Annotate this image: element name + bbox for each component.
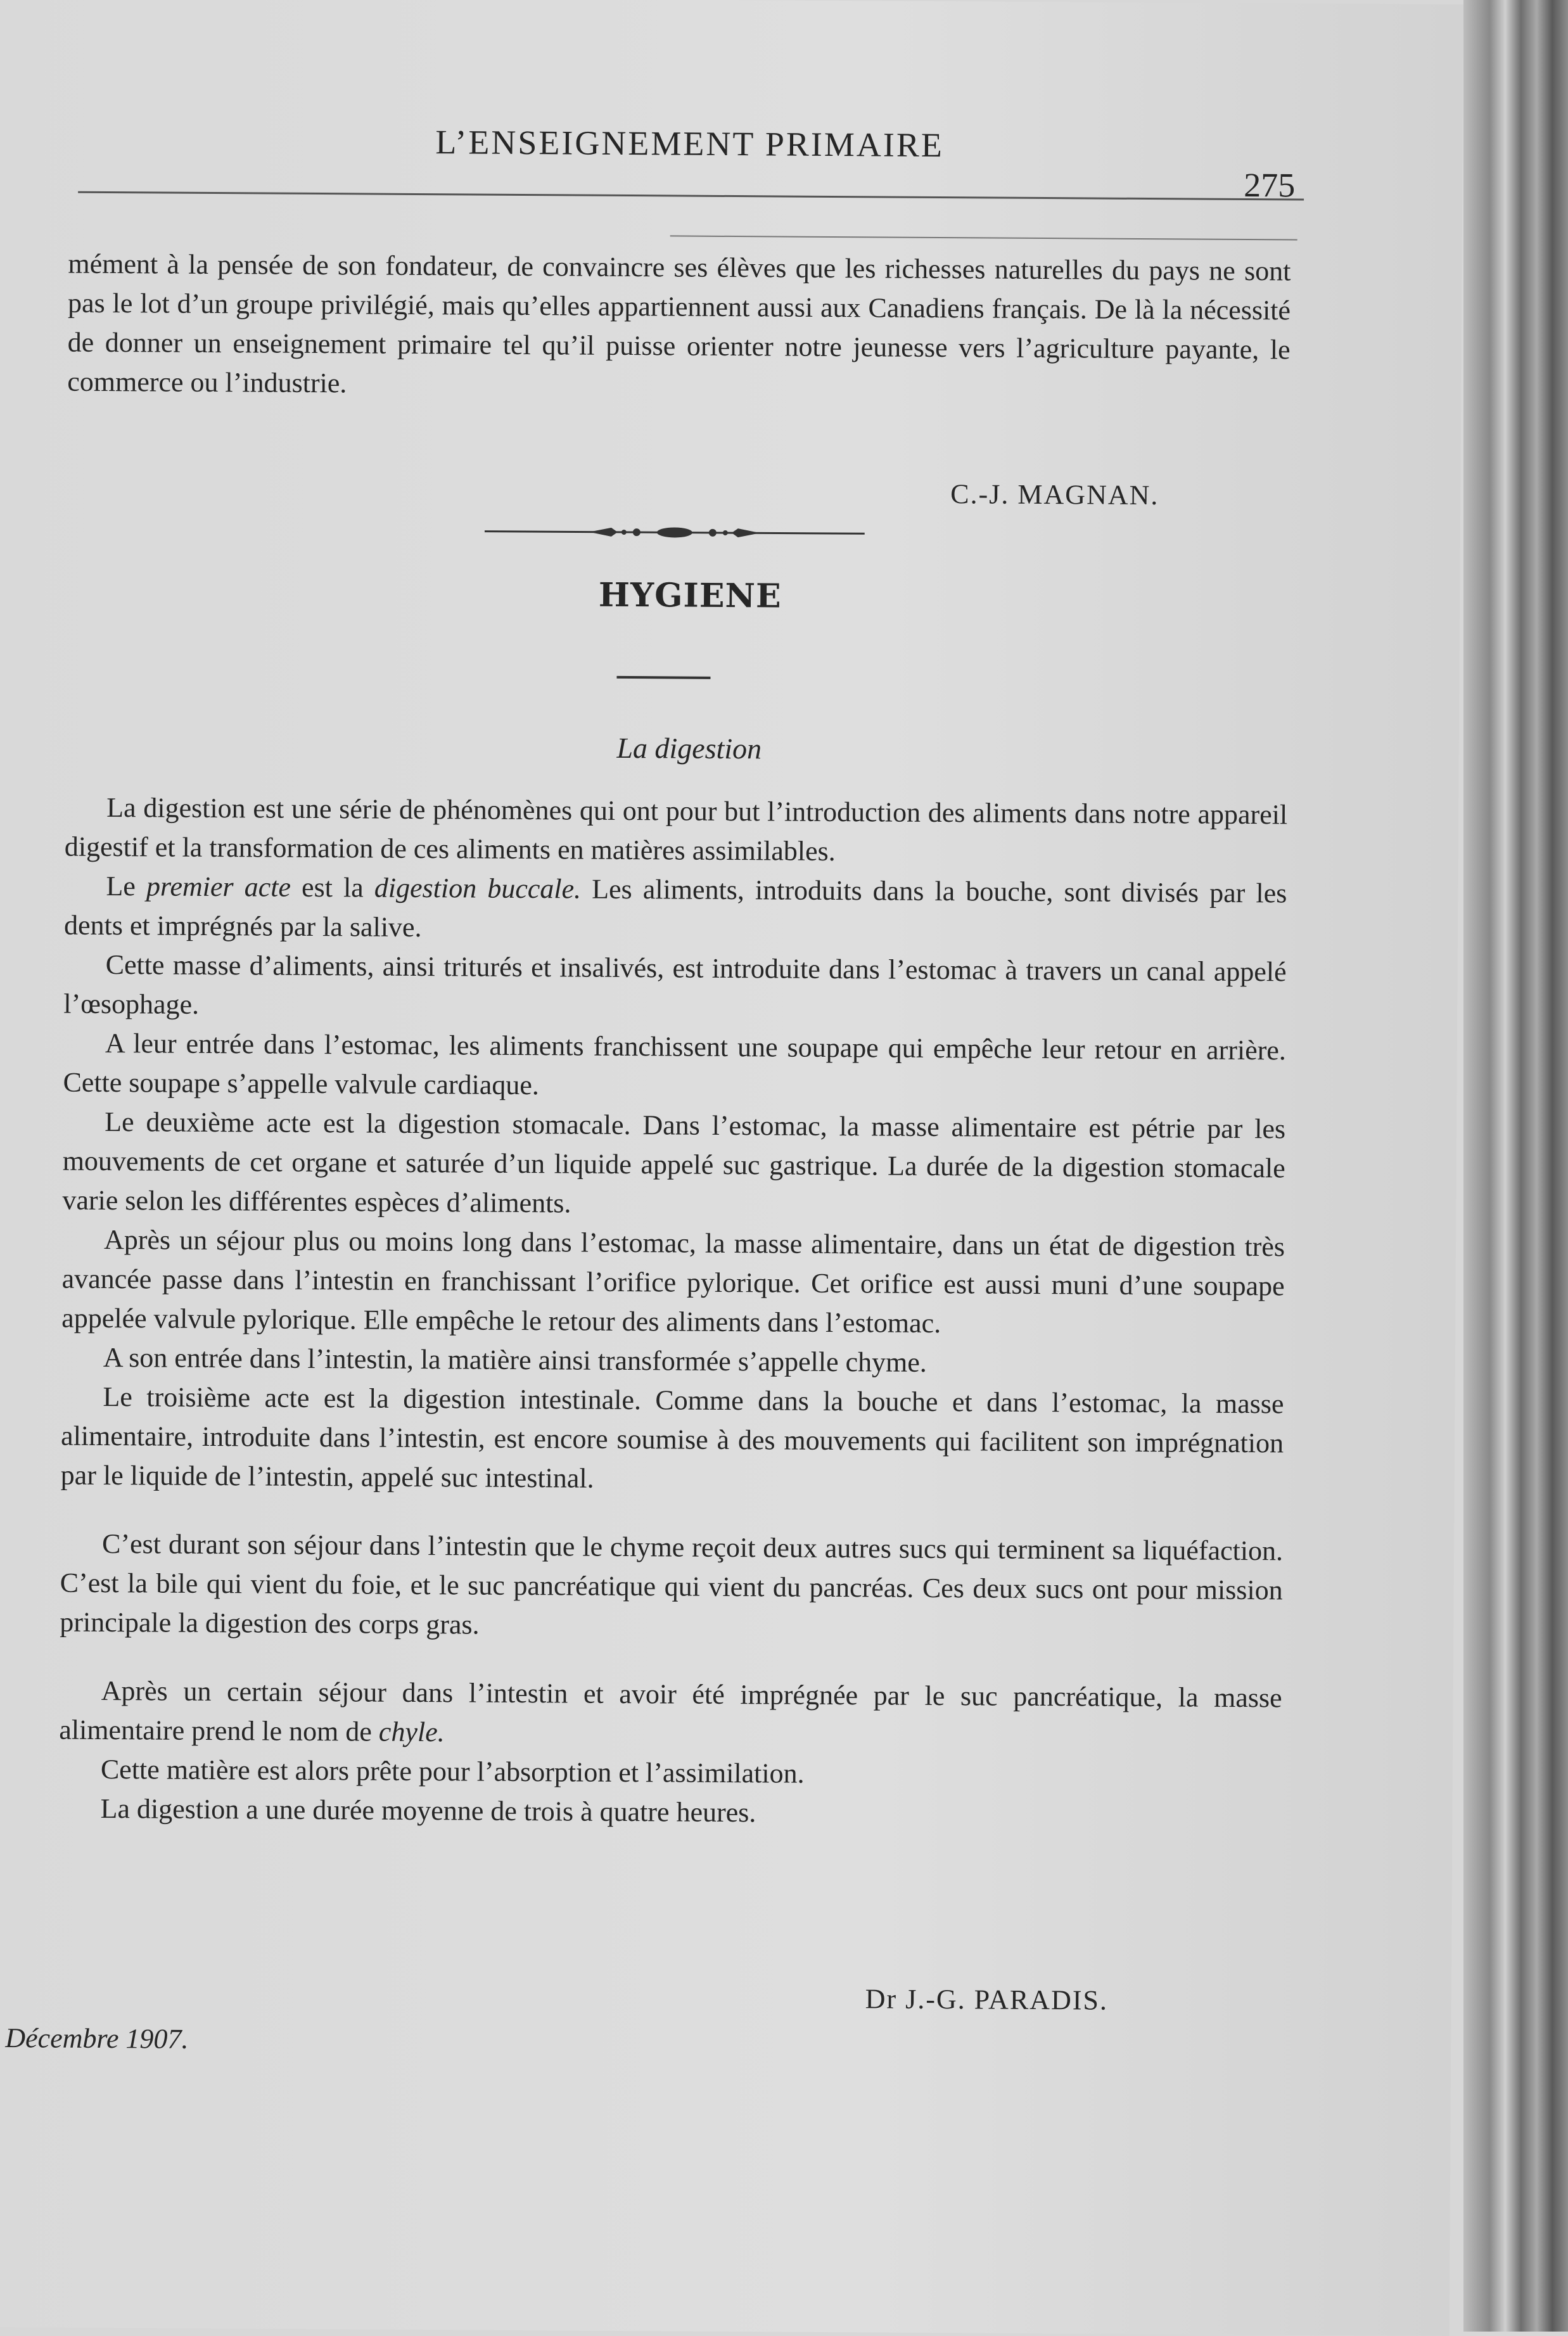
title-rule [616, 676, 710, 679]
ornament-divider [485, 522, 865, 544]
article-paragraph-10: Après un certain séjour dans l’intestin et avoir été imprégnée par le suc pancréatique, la masse alimentaire prend le nom de chyle. [59, 1675, 1282, 1748]
article-date: Décembre 1907. [5, 2022, 189, 2055]
article-paragraph-1: La digestion est une série de phénomènes qui ont pour but l’introduction des aliments dans notre appareil digestif et la transformation de ces aliments en matières assimilables. [64, 791, 1288, 867]
article-body [58, 788, 1287, 1836]
section-title: HYGIENE [598, 575, 782, 616]
previous-article-author: C.-J. MAGNAN. [950, 478, 1159, 511]
book-binding-edge [1463, 0, 1568, 2332]
article-paragraph-4: A leur entrée dans l’estomac, les aliments franchissent une soupape qui empêche leur retour en arrière. Cette soupape s’appelle valvule cardiaque. [63, 1027, 1287, 1101]
article-paragraph-6: Après un séjour plus ou moins long dans l’estomac, la masse alimentaire, dans un état de digestion très avancée passe dans l’intestin en franchissant l’orifice pylorique. Cet orifice est aussi muni d’une soupape appelée valvule pylorique. Elle empêche le retour des aliments dans l’estomac. [61, 1223, 1285, 1339]
article-paragraph-12: La digestion a une durée moyenne de trois à quatre heures. [100, 1792, 756, 1829]
previous-article-text [67, 245, 1291, 409]
article-paragraph-11: Cette matière est alors prête pour l’absorption et l’assimilation. [100, 1753, 805, 1789]
article-paragraph-7: A son entrée dans l’intestin, la matière ainsi transformée s’appelle chyme. [103, 1341, 927, 1378]
article-paragraph-3: Cette masse d’aliments, ainsi triturés et insalivés, est introduite dans l’estomac à travers un canal appelé l’œsophage. [63, 948, 1287, 1020]
article-paragraph-8: Le troisième acte est la digestion intestinale. Comme dans la bouche et dans l’estomac, la masse alimentaire, introduite dans l’intestin, est encore soumise à des mouvements qui facilitent son imprégnation par le liquide de l’intestin, appelé suc intestinal. [60, 1381, 1284, 1494]
article-subtitle: La digestion [616, 731, 762, 765]
article-paragraph-9: C’est durant son séjour dans l’intestin que le chyme reçoit deux autres sucs qui terminent sa liquéfaction. C’est la bile qui vient du foie, et le suc pancréatique qui vient du pancréas. Ces deux sucs ont pour mission principale la digestion des corps gras. [60, 1528, 1284, 1640]
header-rule-lower [670, 235, 1297, 240]
page-number: 275 [1244, 165, 1296, 205]
article-paragraph-5: Le deuxième acte est la digestion stomacale. Dans l’estomac, la masse alimentaire est pétrie par les mouvements de cet organe et saturée d’un liquide appelé suc gastrique. La durée de la digestion stomacale varie selon les différentes espèces d’aliments. [62, 1106, 1286, 1219]
article-author: Dr J.-G. PARADIS. [865, 1983, 1109, 2016]
article-paragraph-2: Le premier acte est la digestion buccale. Les aliments, introduits dans la bouche, sont divisés par les dents et imprégnés par la salive. [63, 870, 1287, 943]
header-rule [78, 191, 1304, 201]
running-head: L’ENSEIGNEMENT PRIMAIRE [435, 123, 945, 165]
previous-article-paragraph: mément à la pensée de son fondateur, de convaincre ses élèves que les richesses naturelles du pays ne sont pas le lot d’un groupe privilégié, mais qu’elles appartiennent aussi aux Canadiens français. De là la nécessité de donner un enseignement primaire tel qu’il puisse orienter notre jeunesse vers l’agriculture payante, le commerce ou l’industrie. [67, 248, 1291, 399]
